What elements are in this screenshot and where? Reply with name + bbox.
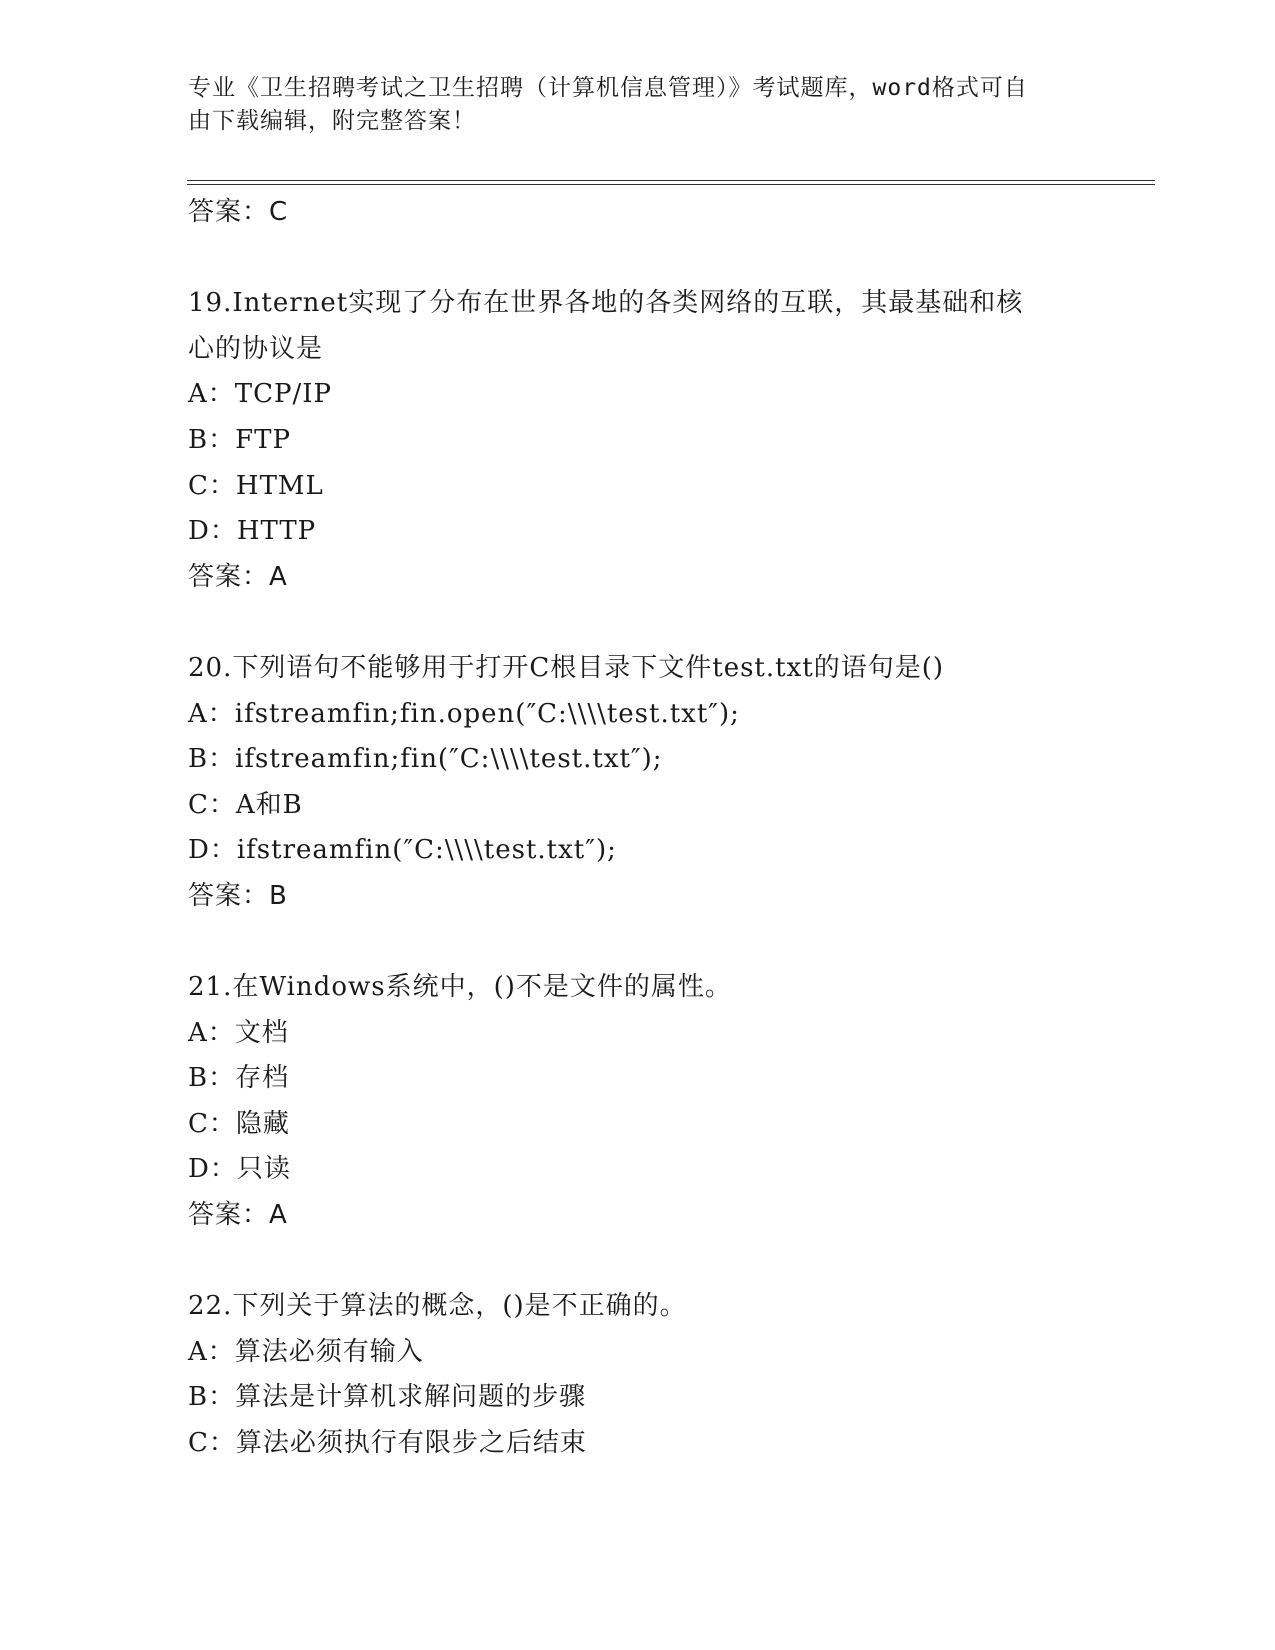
question-stem: 22.下列关于算法的概念，()是不正确的。: [188, 1291, 687, 1322]
spacer: [188, 600, 1148, 646]
option-a: A：ifstreamfin;fin.open(″C:\\\\test.txt″);: [188, 698, 740, 729]
answer-line: 答案：B: [188, 880, 288, 911]
document-header: [188, 72, 1088, 138]
question-stem: 20.下列语句不能够用于打开C根目录下文件test.txt的语句是(): [188, 652, 944, 683]
option-c: C：HTML: [188, 470, 324, 501]
question-22: [188, 1284, 1148, 1466]
option-c: C：A和B: [188, 789, 303, 820]
option-d: D：HTTP: [188, 516, 317, 547]
option-d: D：只读: [188, 1154, 291, 1185]
option-c: C：算法必须执行有限步之后结束: [188, 1428, 587, 1459]
answer-line: 答案：A: [188, 1200, 288, 1231]
answer-line: 答案：A: [188, 561, 288, 592]
option-b: B：ifstreamfin;fin(″C:\\\\test.txt″);: [188, 744, 663, 775]
header-divider-top: [187, 180, 1155, 181]
question-list: [188, 190, 1148, 1467]
option-a: A：文档: [188, 1017, 289, 1048]
option-b: B：算法是计算机求解问题的步骤: [188, 1382, 587, 1413]
option-b: B：FTP: [188, 424, 291, 455]
option-a: A：算法必须有输入: [188, 1336, 424, 1367]
header-divider-bottom: [187, 184, 1155, 185]
header-line-1: 专业《卫生招聘考试之卫生招聘（计算机信息管理）》考试题库，word格式可自: [188, 75, 1028, 101]
spacer: [188, 236, 1148, 282]
spacer: [188, 920, 1148, 966]
question-20: [188, 646, 1148, 920]
option-a: A：TCP/IP: [188, 379, 333, 410]
answer-line: 答案：C: [188, 197, 289, 227]
option-d: D：ifstreamfin(″C:\\\\test.txt″);: [188, 835, 617, 866]
option-c: C：隐藏: [188, 1108, 290, 1139]
question-stem: 21.在Windows系统中，()不是文件的属性。: [188, 972, 732, 1003]
question-stem-continued: 心的协议是: [188, 333, 324, 364]
spacer: [188, 1239, 1148, 1285]
option-b: B：存档: [188, 1063, 290, 1094]
question-stem: 19.Internet实现了分布在世界各地的各类网络的互联，其最基础和核: [188, 288, 1024, 319]
question-19: [188, 281, 1148, 600]
question-21: [188, 965, 1148, 1239]
header-line-2: 由下载编辑，附完整答案！: [188, 108, 476, 134]
